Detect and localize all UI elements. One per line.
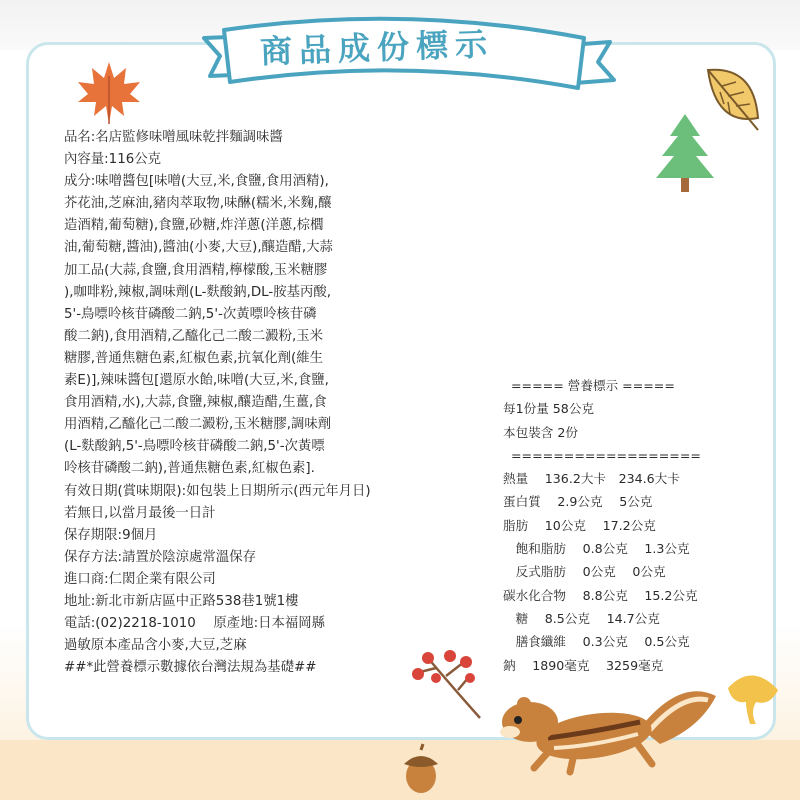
product-info-line: 保存方法:請置於陰涼處常溫保存 (64, 549, 256, 565)
product-info-line: 成分:味噌醬包[味噌(大豆,米,食鹽,食用酒精), (64, 174, 329, 190)
ginkgo-leaf-icon (720, 668, 784, 728)
product-info-line: 素E)],辣味醬包[還原水飴,味噌(大豆,米,食鹽, (64, 373, 329, 389)
product-info-line: ),咖啡粉,辣椒,調味劑(L-麩酸鈉,DL-胺基丙酸, (64, 284, 332, 300)
nutrition-line: 本包裝含 2份 (503, 424, 578, 440)
product-info-line: 加工品(大蒜,食鹽,食用酒精,檸檬酸,玉米糖膠 (64, 262, 328, 278)
acorn-icon (398, 742, 444, 796)
product-info-line: 油,葡萄糖,醬油),醬油(小麥,大豆),釀造醋,大蒜 (64, 240, 333, 256)
nutrition-line: 膳食纖維 0.3公克 0.5公克 (503, 634, 690, 650)
nutrition-facts-block (503, 374, 743, 677)
nutrition-line: ===== 營養標示 ===== (503, 378, 675, 393)
product-info-line: 電話:(02)2218-1010 原產地:日本福岡縣 (64, 616, 326, 632)
product-info-line: 若無日,以當月最後一日計 (64, 505, 216, 521)
product-info-line: 地址:新北市新店區中正路538巷1號1樓 (64, 593, 299, 609)
product-info-line: 保存期限:9個月 (64, 527, 158, 543)
product-info-line: 酸二鈉),食用酒精,乙醯化己二酸二澱粉,玉米 (64, 328, 324, 344)
nutrition-line: 熱量 136.2大卡 234.6大卡 (503, 471, 680, 487)
nutrition-line: 飽和脂肪 0.8公克 1.3公克 (503, 541, 690, 557)
nutrition-line: 脂肪 10公克 17.2公克 (503, 517, 656, 533)
nutrition-line: 碳水化合物 8.8公克 15.2公克 (503, 587, 698, 603)
nutrition-line: 反式脂肪 0公克 0公克 (503, 564, 666, 580)
nutrition-line: 蛋白質 2.9公克 5公克 (503, 494, 653, 510)
product-info-line: 糖膠,普通焦糖色素,紅椒色素,抗氧化劑(維生 (64, 350, 324, 366)
product-info-line: 過敏原本產品含小麥,大豆,芝麻 (64, 638, 247, 654)
product-info-line: 食用酒精,水),大蒜,食鹽,辣椒,釀造醋,生薑,食 (64, 395, 327, 411)
product-info-line: 進口商:仁閎企業有限公司 (64, 571, 216, 587)
nutrition-line: 每1份量 58公克 (503, 401, 595, 417)
product-info-line: 用酒精,乙醯化己二酸二澱粉,玉米糖膠,調味劑 (64, 417, 332, 433)
nutrition-line: ================== (503, 447, 701, 463)
chipmunk-icon (490, 668, 720, 778)
product-info-line: 有效日期(賞味期限):如包裝上日期所示(西元年月日) (64, 483, 371, 499)
product-info-line: 芥花油,芝麻油,豬肉萃取物,味醂(糯米,米麴,釀 (64, 196, 332, 212)
product-info-line: ##*此營養標示數據依台灣法規為基礎## (64, 660, 317, 676)
nutrition-line: 糖 8.5公克 14.7公克 (503, 610, 660, 626)
product-info-block (64, 127, 454, 679)
product-info-line: 呤核苷磷酸二鈉),普通焦糖色素,紅椒色素]. (64, 461, 315, 477)
maple-leaf-icon (74, 58, 144, 128)
product-info-line: 5'-鳥嘌呤核苷磷酸二鈉,5'-次黃嘌呤核苷磷 (64, 306, 317, 322)
pine-tree-icon (652, 110, 718, 194)
nutrition-line: 鈉 1890毫克 3259毫克 (503, 657, 664, 673)
product-info-line: (L-麩酸鈉,5'-鳥嘌呤核苷磷酸二鈉,5'-次黃嘌 (64, 439, 325, 455)
product-info-line: 造酒精,葡萄糖),食鹽,砂糖,炸洋蔥(洋蔥,棕櫚 (64, 218, 324, 234)
banner-title: 商品成份標示 (259, 24, 495, 71)
product-info-line: 內容量:116公克 (64, 152, 162, 168)
product-info-line: 品名:名店監修味噌風味乾拌麵調味醬 (64, 130, 283, 145)
